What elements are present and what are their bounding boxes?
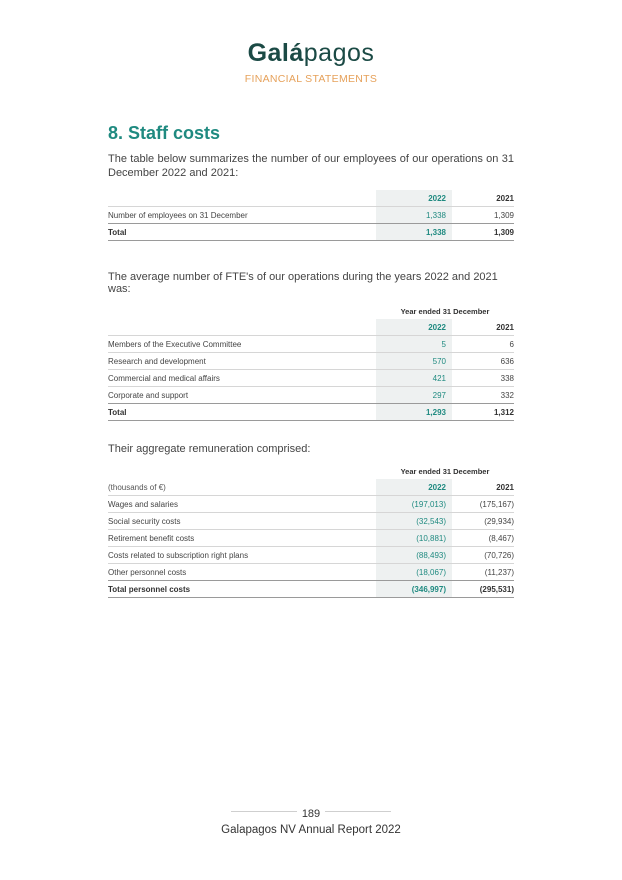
logo-bold-part: Galá (247, 39, 304, 67)
value-2022: (197,013) (376, 496, 452, 513)
total-2022: 1,338 (376, 224, 452, 241)
value-2022: 297 (376, 387, 452, 404)
col-2022-header: 2022 (376, 319, 452, 336)
total-row (108, 224, 514, 241)
page-number: 189 (297, 808, 325, 820)
value-2021: 338 (452, 370, 514, 387)
value-2021: 332 (452, 387, 514, 404)
row-label: Number of employees on 31 December (108, 207, 376, 224)
col-2022-header: 2022 (376, 190, 452, 207)
table-row (108, 387, 514, 404)
page-number-divider (231, 804, 391, 818)
table-row (108, 513, 514, 530)
year-ended-header: Year ended 31 December (400, 466, 490, 476)
total-2022: 1,293 (376, 404, 452, 421)
page-title: 8. Staff costs (108, 123, 221, 143)
page-header (0, 38, 622, 85)
value-2021: (70,726) (452, 547, 514, 564)
fte-table (108, 303, 514, 421)
table-row (108, 353, 514, 370)
col-2021-header: 2021 (496, 322, 514, 332)
row-label: Corporate and support (108, 387, 376, 404)
value-2021: 1,309 (452, 207, 514, 224)
row-label: Retirement benefit costs (108, 530, 376, 547)
total-2021: (295,531) (452, 581, 514, 598)
report-title: Galapagos NV Annual Report 2022 (221, 824, 401, 836)
total-row (108, 404, 514, 421)
unit-label: (thousands of €) (108, 482, 166, 492)
total-label: Total (108, 404, 376, 421)
value-2022: (88,493) (376, 547, 452, 564)
value-2022: (32,543) (376, 513, 452, 530)
table-row (108, 564, 514, 581)
row-label: Other personnel costs (108, 564, 376, 581)
value-2021: (11,237) (452, 564, 514, 581)
table-row (108, 496, 514, 513)
year-ended-header: Year ended 31 December (400, 306, 490, 316)
value-2022: 1,338 (376, 207, 452, 224)
table-header-row (108, 479, 514, 496)
value-2021: 636 (452, 353, 514, 370)
table-row (108, 370, 514, 387)
value-2021: (29,934) (452, 513, 514, 530)
main-content (108, 122, 514, 598)
value-2022: 421 (376, 370, 452, 387)
table-row (108, 336, 514, 353)
row-label: Research and development (108, 353, 376, 370)
col-2021-header: 2021 (496, 482, 514, 492)
total-label: Total (108, 224, 376, 241)
total-2022: (346,997) (376, 581, 452, 598)
value-2022: 570 (376, 353, 452, 370)
value-2021: 6 (452, 336, 514, 353)
total-2021: 1,312 (452, 404, 514, 421)
col-2022-header: 2022 (376, 479, 452, 496)
page-footer (0, 804, 622, 836)
table-header-row (108, 190, 514, 207)
total-row (108, 581, 514, 598)
remuneration-table (108, 463, 514, 598)
remuneration-paragraph: Their aggregate remuneration comprised: (108, 443, 311, 455)
fte-paragraph: The average number of FTE's of our operations during the years 2022 and 2021 was: (108, 271, 498, 295)
table-row (108, 530, 514, 547)
intro-paragraph: The table below summarizes the number of our employees of our operations on 31 December 2022 and 2021: (108, 153, 514, 179)
row-label: Social security costs (108, 513, 376, 530)
value-2022: 5 (376, 336, 452, 353)
row-label: Commercial and medical affairs (108, 370, 376, 387)
employees-table (108, 190, 514, 241)
year-ended-row (108, 303, 514, 319)
value-2021: (175,167) (452, 496, 514, 513)
table-header-row (108, 319, 514, 336)
galapagos-logo (0, 38, 622, 68)
value-2022: (10,881) (376, 530, 452, 547)
section-header: FINANCIAL STATEMENTS (244, 73, 378, 85)
table-row (108, 207, 514, 224)
col-2021-header: 2021 (496, 193, 514, 203)
row-label: Wages and salaries (108, 496, 376, 513)
row-label: Costs related to subscription right plans (108, 547, 376, 564)
total-label: Total personnel costs (108, 581, 376, 598)
logo-light-part: pagos (303, 39, 375, 67)
row-label: Members of the Executive Committee (108, 336, 376, 353)
total-2021: 1,309 (452, 224, 514, 241)
value-2021: (8,467) (452, 530, 514, 547)
value-2022: (18,067) (376, 564, 452, 581)
table-row (108, 547, 514, 564)
year-ended-row (108, 463, 514, 479)
